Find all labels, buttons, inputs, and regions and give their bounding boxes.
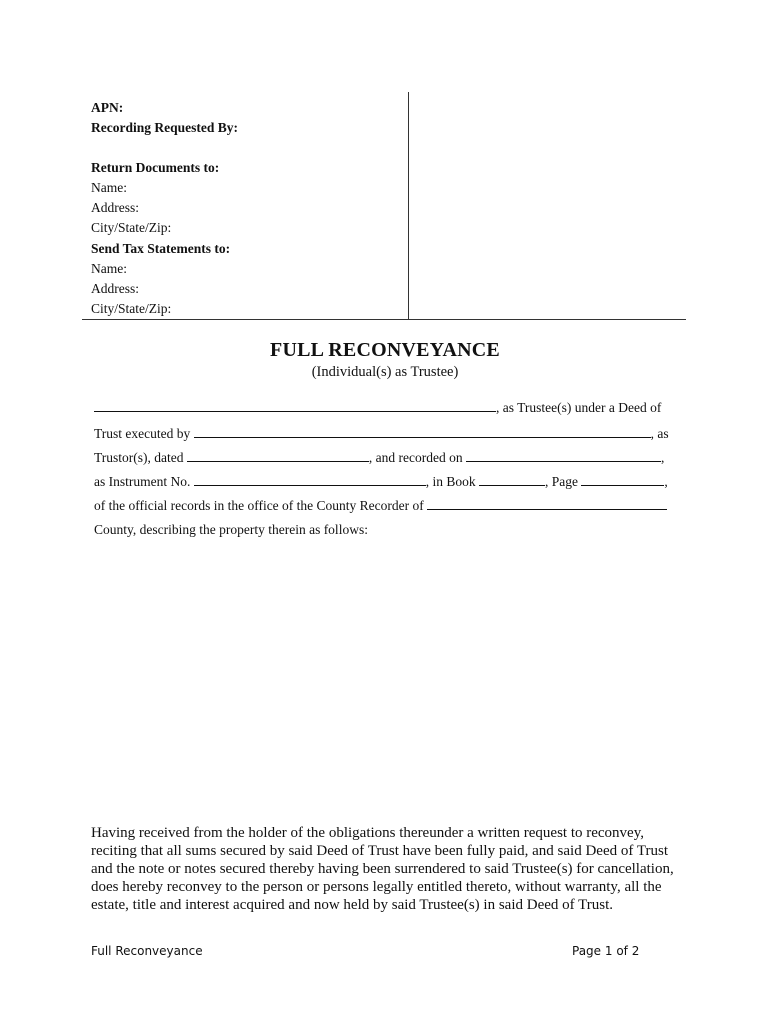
recorded-on-text: , and recorded on <box>368 450 463 465</box>
form-line-3 <box>94 447 682 467</box>
tax-name-field[interactable]: Name: <box>91 261 127 276</box>
comma-text: , <box>660 450 665 465</box>
book-blank[interactable] <box>479 471 545 486</box>
property-description-text: County, describing the property therein as follows: <box>94 522 368 537</box>
header-vertical-divider <box>408 92 409 320</box>
tax-city-field[interactable]: City/State/Zip: <box>91 301 172 316</box>
paragraph-line: does hereby reconvey to the person or persons legally entitled thereto, without warranty, all the <box>91 879 662 895</box>
instrument-no-blank[interactable] <box>194 471 426 486</box>
footer-page-number: Page 1 of 2 <box>572 944 640 958</box>
page-text: , Page <box>545 474 578 489</box>
instrument-no-text: as Instrument No. <box>94 474 191 489</box>
trustors-dated-text: Trustor(s), dated <box>94 450 184 465</box>
trustee-name-blank[interactable] <box>94 397 496 412</box>
document-subtitle: (Individual(s) as Trustee) <box>311 364 459 380</box>
in-book-text: , in Book <box>425 474 476 489</box>
dated-blank[interactable] <box>187 447 369 462</box>
form-line-2 <box>94 423 682 443</box>
apn-label: APN: <box>91 100 124 115</box>
county-recorder-text: of the official records in the office of the County Recorder of <box>94 498 424 513</box>
header-horizontal-divider <box>82 319 686 320</box>
county-blank[interactable] <box>427 495 667 510</box>
return-city-field[interactable]: City/State/Zip: <box>91 220 172 235</box>
trustee-text: , as Trustee(s) under a Deed of <box>496 400 662 415</box>
return-documents-to-label: Return Documents to: <box>91 160 220 175</box>
form-line-6 <box>94 520 682 540</box>
send-tax-statements-to-label: Send Tax Statements to: <box>91 241 231 256</box>
footer-document-name: Full Reconveyance <box>91 944 203 958</box>
paragraph-line: Having received from the holder of the obligations thereunder a written request to reconvey, <box>91 825 644 841</box>
return-address-field[interactable]: Address: <box>91 200 139 215</box>
form-line-5 <box>94 495 682 515</box>
comma-text-2: , <box>664 474 668 489</box>
recorded-on-blank[interactable] <box>466 447 661 462</box>
page-blank[interactable] <box>581 471 664 486</box>
form-line-1 <box>94 397 682 417</box>
recording-requested-by-label: Recording Requested By: <box>91 120 238 135</box>
paragraph-line: reciting that all sums secured by said Deed of Trust have been fully paid, and said Deed of Trust <box>91 843 668 859</box>
form-line-4 <box>94 471 682 491</box>
return-name-field[interactable]: Name: <box>91 180 127 195</box>
tax-address-field[interactable]: Address: <box>91 281 139 296</box>
trust-executed-by-text: Trust executed by <box>94 426 191 441</box>
trustor-name-blank[interactable] <box>194 423 651 438</box>
as-text: , as <box>650 426 669 441</box>
paragraph-line: and the note or notes secured thereby having been surrendered to said Trustee(s) for cancellation, <box>91 861 674 877</box>
reconveyance-paragraph <box>91 824 691 914</box>
paragraph-line: estate, title and interest acquired and now held by said Trustee(s) in said Deed of Trust. <box>91 897 613 913</box>
document-title: FULL RECONVEYANCE <box>270 339 500 361</box>
